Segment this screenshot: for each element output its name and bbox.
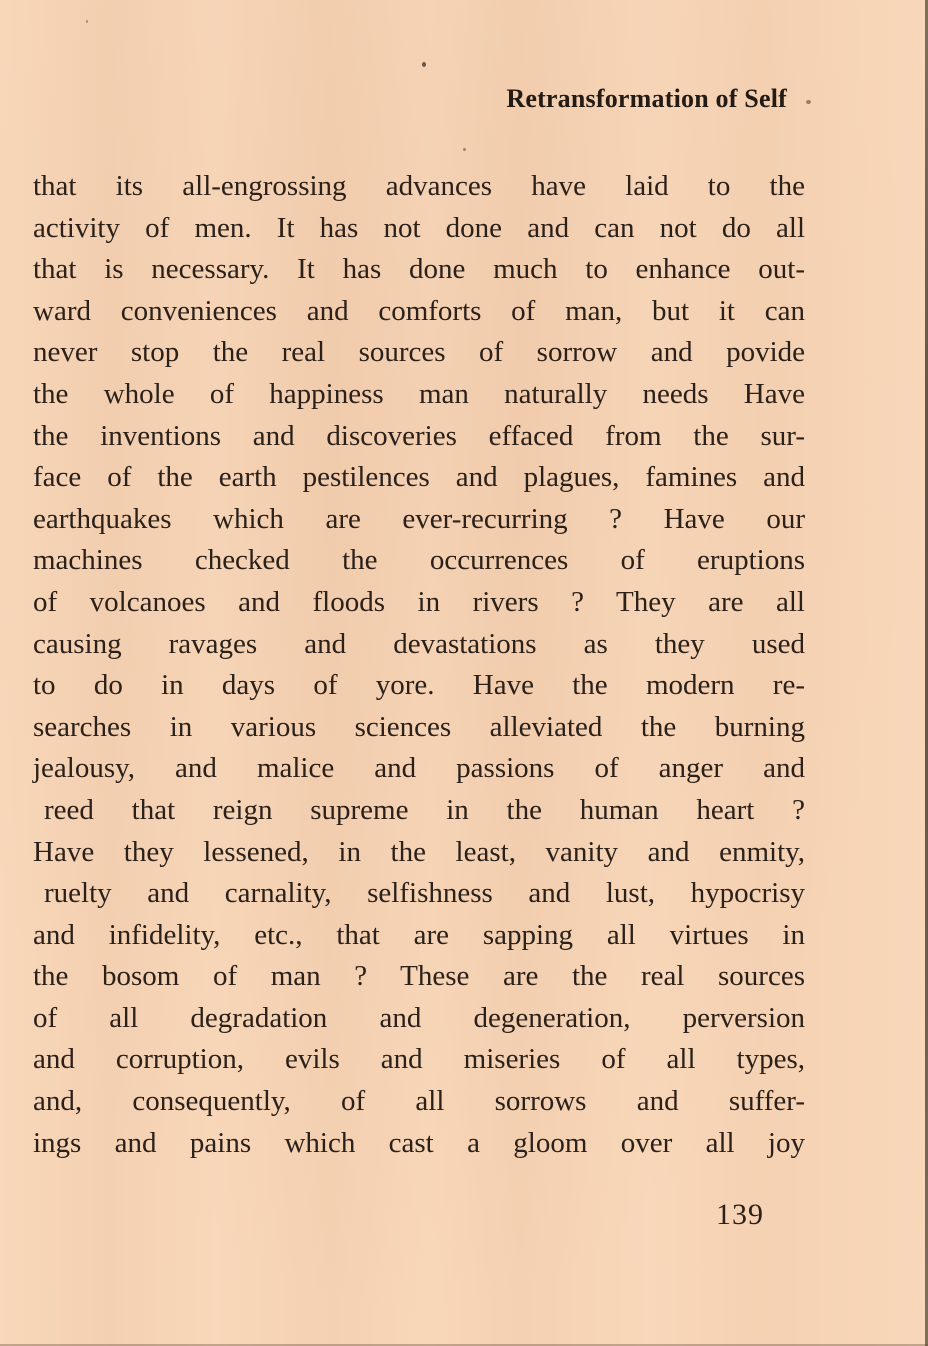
text-line: reed that reign supreme in the human heart ? <box>44 793 805 826</box>
text-line: causing ravages and devastations as they used <box>33 627 805 660</box>
ink-speck <box>806 100 811 104</box>
text-line: ruelty and carnality, selfishness and lust, hypocrisy <box>44 877 805 910</box>
text-line: searches in various sciences alleviated the burning <box>33 710 805 743</box>
text-line: never stop the real sources of sorrow and povide <box>33 336 805 369</box>
body-text <box>33 166 805 1164</box>
text-line: and corruption, evils and miseries of all types, <box>33 1043 805 1076</box>
text-line: the bosom of man ? These are the real sources <box>33 960 805 993</box>
text-line: earthquakes which are ever-recurring ? Have our <box>33 502 805 535</box>
text-line: the inventions and discoveries effaced from the sur- <box>33 419 805 452</box>
text-line: ward conveniences and comforts of man, but it can <box>33 294 805 327</box>
ink-speck <box>422 62 426 67</box>
text-line: and, consequently, of all sorrows and suffer- <box>33 1085 805 1118</box>
text-line: that is necessary. It has done much to enhance out- <box>33 253 805 286</box>
text-line: that its all-engrossing advances have laid to the <box>33 170 805 202</box>
ink-speck <box>463 148 466 151</box>
text-line: of all degradation and degeneration, perversion <box>33 1001 805 1034</box>
text-line: and infidelity, etc., that are sapping all virtues in <box>33 918 805 951</box>
text-line: of volcanoes and floods in rivers ? They are all <box>33 585 805 618</box>
text-line: Have they lessened, in the least, vanity and enmity, <box>33 835 805 868</box>
running-head: Retransformation of Self <box>506 84 787 113</box>
text-line: activity of men. It has not done and can not do all <box>33 211 805 244</box>
page-number: 139 <box>716 1198 764 1231</box>
text-line: to do in days of yore. Have the modern re- <box>33 669 805 702</box>
text-line: machines checked the occurrences of eruptions <box>33 544 805 577</box>
ink-speck <box>86 20 88 23</box>
text-line: the whole of happiness man naturally needs Have <box>33 377 805 410</box>
text-line: jealousy, and malice and passions of anger and <box>33 752 805 785</box>
text-line: ings and pains which cast a gloom over all joy <box>33 1126 805 1159</box>
text-line: face of the earth pestilences and plagues, famines and <box>33 461 805 494</box>
